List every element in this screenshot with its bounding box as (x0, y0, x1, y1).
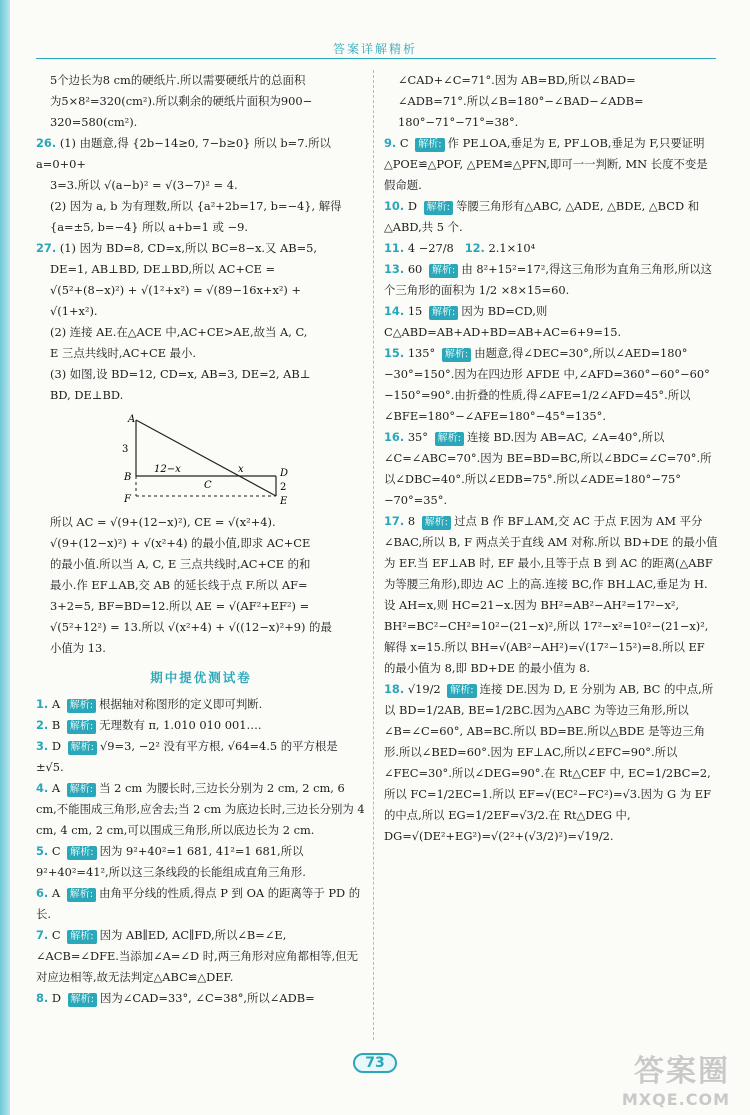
answer-item (36, 883, 366, 925)
left-column (36, 70, 366, 1009)
answer-choice: 4 −27/8 (407, 241, 454, 255)
text-line: √(9+(12−x)²) + √(x²+4) 的最小值,即求 AC+CE (50, 536, 311, 550)
answer-choice: D (407, 199, 417, 213)
answers-list-left (36, 694, 366, 1009)
answer-text: 等腰三角形有△ABC, △ADE, △BDE, △BCD 和△ABD,共 5 个. (384, 199, 700, 234)
answer-item (384, 343, 718, 427)
analysis-tag: 解析: (447, 684, 476, 698)
answer-choice: 35° (407, 430, 429, 444)
text-line: DE=1, AB⊥BD, DE⊥BD,所以 AC+CE = (50, 262, 276, 276)
label-cd-length: x (238, 464, 244, 475)
text-line: 3=3.所以 √(a−b)² = √(3−7)² = 4. (50, 178, 238, 192)
answer-choice: B (51, 718, 61, 732)
analysis-tag: 解析: (422, 516, 451, 530)
section-title: 期中提优测试卷 (150, 670, 252, 685)
text-line: √(5²+(8−x)²) + √(1²+x²) = √(89−16x+x²) + (50, 283, 302, 297)
answer-number: 8. (36, 991, 49, 1005)
left-color-strip (0, 0, 10, 1115)
answer-item (384, 196, 718, 238)
answer-item (384, 133, 718, 196)
label-a: A (128, 414, 136, 425)
text-line: 5个边长为8 cm的硬纸片.所以需要硬纸片的总面积 (50, 73, 306, 87)
geometry-figure (36, 410, 366, 506)
label-bc-length: 12−x (154, 464, 181, 475)
answer-number: 6. (36, 886, 49, 900)
analysis-tag: 解析: (429, 306, 458, 320)
question-27 (36, 238, 366, 659)
answer-item (36, 988, 366, 1009)
answer-choice: C (51, 928, 61, 942)
answer-text: 因为 AB∥ED, AC∥FD,所以∠B=∠E, ∠ACB=∠DFE.当添加∠A=∠D 时,两三角形对应角都相等,但无对应边相等,故无法判定△ABC≌△DEF. (36, 928, 359, 984)
answer-number: 10. (384, 199, 405, 213)
watermark-main: 答案圈 (634, 1054, 730, 1089)
answer-choice: A (51, 886, 61, 900)
answer-item (36, 715, 366, 736)
answer-choice: C (399, 136, 409, 150)
answers-list-right (384, 133, 718, 847)
text-line: 小值为 13. (50, 641, 106, 655)
answer-number: 2. (36, 718, 49, 732)
analysis-tag: 解析: (68, 993, 97, 1007)
label-f: F (124, 494, 131, 505)
answer-number: 12. (464, 241, 485, 255)
label-ab-length: 3 (122, 444, 129, 455)
label-b: B (124, 472, 132, 483)
right-column (384, 70, 718, 847)
text-line: {a=±5, b=−4} 所以 a+b=1 或 −9. (50, 220, 248, 234)
text-line: (1) 因为 BD=8, CD=x,所以 BC=8−x.又 AB=5, (59, 241, 318, 255)
analysis-tag: 解析: (67, 930, 96, 944)
answer-choice: 135° (407, 346, 436, 360)
text-line: √(5²+12²) = 13.所以 √(x²+4) + √((12−x)²+9) 的最 (50, 620, 332, 634)
answer-item (36, 925, 366, 988)
answer-choice: 60 (407, 262, 423, 276)
answer-text: 当 2 cm 为腰长时,三边长分别为 2 cm, 2 cm, 6 cm,不能围成三角形,应舍去;当 2 cm 为底边长时,三边长分别为 4 cm, 4 cm, 2 cm,可以围成三角形,所以底边长为 2 cm. (36, 781, 365, 837)
label-e: E (280, 496, 288, 506)
text-line: (2) 因为 a, b 为有理数,所以 {a²+2b=17, b=−4}, 解得 (50, 199, 342, 213)
text-line: 为5×8²=320(cm²).所以剩余的硬纸片面积为900− (50, 94, 313, 108)
text-line: √(1+x²). (50, 304, 98, 318)
analysis-tag: 解析: (67, 846, 96, 860)
answer-number: 16. (384, 430, 405, 444)
analysis-tag: 解析: (429, 264, 458, 278)
text-line: 3+2=5, BF=BD=12.所以 AE = √(AF²+EF²) = (50, 599, 310, 613)
label-c: C (204, 480, 212, 491)
answer-item (384, 427, 718, 511)
answer-number: 14. (384, 304, 405, 318)
analysis-tag: 解析: (67, 888, 96, 902)
answer-choice: 15 (407, 304, 423, 318)
answer-text: 过点 B 作 BF⊥AM,交 AC 于点 F.因为 AM 平分∠BAC,所以 B, F 两点关于直线 AM 对称.所以 BD+DE 的最小值为 EF.当 EF⊥AB 时, EF 最小,且等于点 B 到 AC 的距离(△ABF 为等腰三角形),即边 AC 上的高.连接 BC,作 BH⊥AC,垂足为 H.设 AH=x,则 HC=21−x.因为 BH²=AB²−AH²=17²−x², BH²=BC²−CH²=10²−(21−x)²,所以 17²−x²=10²−(21−x)²,解得 x=15.所以 BH=√(AB²−AH²)=√(17²−15²)=8.所以 EF 的最小值为 8,即 BD+DE 的最小值为 8. (384, 514, 718, 675)
watermark-logo (622, 1046, 730, 1109)
answer-text: 由 8²+15²=17²,得这三角形为直角三角形,所以这个三角形的面积为 1/2 ×8×15=60. (384, 262, 713, 297)
answer-number: 15. (384, 346, 405, 360)
answer-choice: 8 (407, 514, 416, 528)
text-line: ∠CAD+∠C=71°.因为 AB=BD,所以∠BAD= (398, 73, 636, 87)
text-line: ∠ADB=71°.所以∠B=180°−∠BAD−∠ADB= (398, 94, 644, 108)
label-de-length: 2 (280, 482, 287, 493)
answer-item (36, 841, 366, 883)
answer-text: 因为 BD=CD,则 C△ABD=AB+AD+BD=AB+AC=6+9=15. (384, 304, 622, 339)
answer-text: 因为 9²+40²=1 681, 41²=1 681,所以 9²+40²=41²,所以这三条线段的长能组成直角三角形. (36, 844, 306, 879)
text-line: 的最小值.所以当 A, C, E 三点共线时,AC+CE 的和 (50, 557, 311, 571)
answer-number: 4. (36, 781, 49, 795)
text-line: (2) 连接 AE.在△ACE 中,AC+CE>AE,故当 A, C, (50, 325, 308, 339)
answer-item (384, 238, 718, 259)
question-26 (36, 133, 366, 238)
answer-item (36, 694, 366, 715)
analysis-tag: 解析: (67, 699, 96, 713)
answer-number: 7. (36, 928, 49, 942)
geometry-diagram (116, 410, 296, 506)
analysis-tag: 解析: (435, 432, 464, 446)
answer-item (36, 778, 366, 841)
answer-item (384, 301, 718, 343)
answer-number: 3. (36, 739, 49, 753)
answer-choice: A (51, 781, 61, 795)
text-line: 180°−71°−71°=38°. (398, 115, 519, 129)
answer-text: 由题意,得∠DEC=30°,所以∠AED=180°−30°=150°.因为在四边形 AFDE 中,∠AFD=360°−60°−60°−150°=90°.由折叠的性质,得∠AFE=1/2∠AFD=45°.所以∠BFE=180°−∠AFE=180°−45°=135°. (384, 346, 710, 423)
page-number-badge: 73 (353, 1053, 396, 1073)
answer-choice: A (51, 697, 61, 711)
answer-choice: 2.1×10⁴ (488, 241, 536, 255)
text-line: (1) 由题意,得 {2b−14≥0, 7−b≥0} 所以 b=7.所以 a=0+0+ (36, 136, 331, 171)
label-d: D (280, 468, 289, 479)
text-line: 最小.作 EF⊥AB,交 AB 的延长线于点 F.所以 AF= (50, 578, 308, 592)
answer-number: 11. (384, 241, 405, 255)
text-line: E 三点共线时,AC+CE 最小. (50, 346, 197, 360)
text-line: BD, DE⊥BD. (50, 388, 124, 402)
analysis-tag: 解析: (424, 201, 453, 215)
text-line: 320=580(cm²). (50, 115, 138, 129)
answer-text: 连接 DE.因为 D, E 分别为 AB, BC 的中点,所以 BD=1/2AB, BE=1/2BC.因为△ABC 为等边三角形,所以∠B=∠C=60°, AB=BC.所以 BD=BE.所以△BDE 是等边三角形.所以∠BED=60°.因为 EF⊥AC,所以∠EFC=90°.所以∠FEC=30°.所以∠DEG=90°.在 Rt△CEF 中, EC=1/2BC=2,所以 FC=1/2EC=1.所以 EF=√(EC²−FC²)=√3.因为 G 为 EF 的中点,所以 EG=1/2EF=√3/2.在 Rt△DEG 中, DG=√(DE²+EG²)=√(2²+(√3/2)²)=√19/2. (384, 682, 714, 843)
column-divider (373, 70, 374, 1040)
answer-text: 由角平分线的性质,得点 P 到 OA 的距离等于 PD 的长. (36, 886, 361, 921)
answer-choice: D (51, 739, 62, 753)
answer-item (384, 259, 718, 301)
watermark-sub: MXQE.COM (621, 1090, 730, 1109)
answer-text: 根据轴对称图形的定义即可判断. (99, 697, 263, 711)
answer-number: 17. (384, 514, 405, 528)
answer-item (384, 511, 718, 679)
answer-text: 因为∠CAD=33°, ∠C=38°,所以∠ADB= (100, 991, 315, 1005)
answer-number: 18. (384, 682, 405, 696)
header-divider (36, 58, 716, 59)
answer-text: 作 PE⊥OA,垂足为 E, PF⊥OB,垂足为 F,只要证明△POE≌△POF, △PEM≌△PFN,即可一一判断, MN 长度不变是假命题. (384, 136, 708, 192)
question-number: 26. (36, 136, 57, 150)
answer-choice: D (51, 991, 62, 1005)
answer-text: 无理数有 π, 1.010 010 001…. (99, 718, 262, 732)
answer-number: 13. (384, 262, 405, 276)
answer-number: 5. (36, 844, 49, 858)
text-line: (3) 如图,设 BD=12, CD=x, AB=3, DE=2, AB⊥ (50, 367, 311, 381)
analysis-tag: 解析: (442, 348, 471, 362)
text-line: 所以 AC = √(9+(12−x)²), CE = √(x²+4). (50, 515, 276, 529)
answer-item (384, 679, 718, 847)
answer-text: 连接 BD.因为 AB=AC, ∠A=40°,所以∠C=∠ABC=70°.因为 BE=BD=BC,所以∠BDC=∠C=70°.所以∠DBC=40°.所以∠EDB=75°.所以∠ADE=180°−75°−70°=35°. (384, 430, 712, 507)
analysis-tag: 解析: (415, 138, 444, 152)
answer-choice: √19/2 (407, 682, 441, 696)
answer-number: 9. (384, 136, 397, 150)
answer-number: 1. (36, 697, 49, 711)
answer-choice: C (51, 844, 61, 858)
analysis-tag: 解析: (68, 741, 97, 755)
answer-item (36, 736, 366, 778)
question-number: 27. (36, 241, 57, 255)
page-header: 答案详解精析 (332, 42, 417, 56)
analysis-tag: 解析: (67, 720, 96, 734)
answer-text: √9=3, −2² 没有平方根, √64=4.5 的平方根是 ±√5. (36, 739, 338, 774)
analysis-tag: 解析: (67, 783, 96, 797)
